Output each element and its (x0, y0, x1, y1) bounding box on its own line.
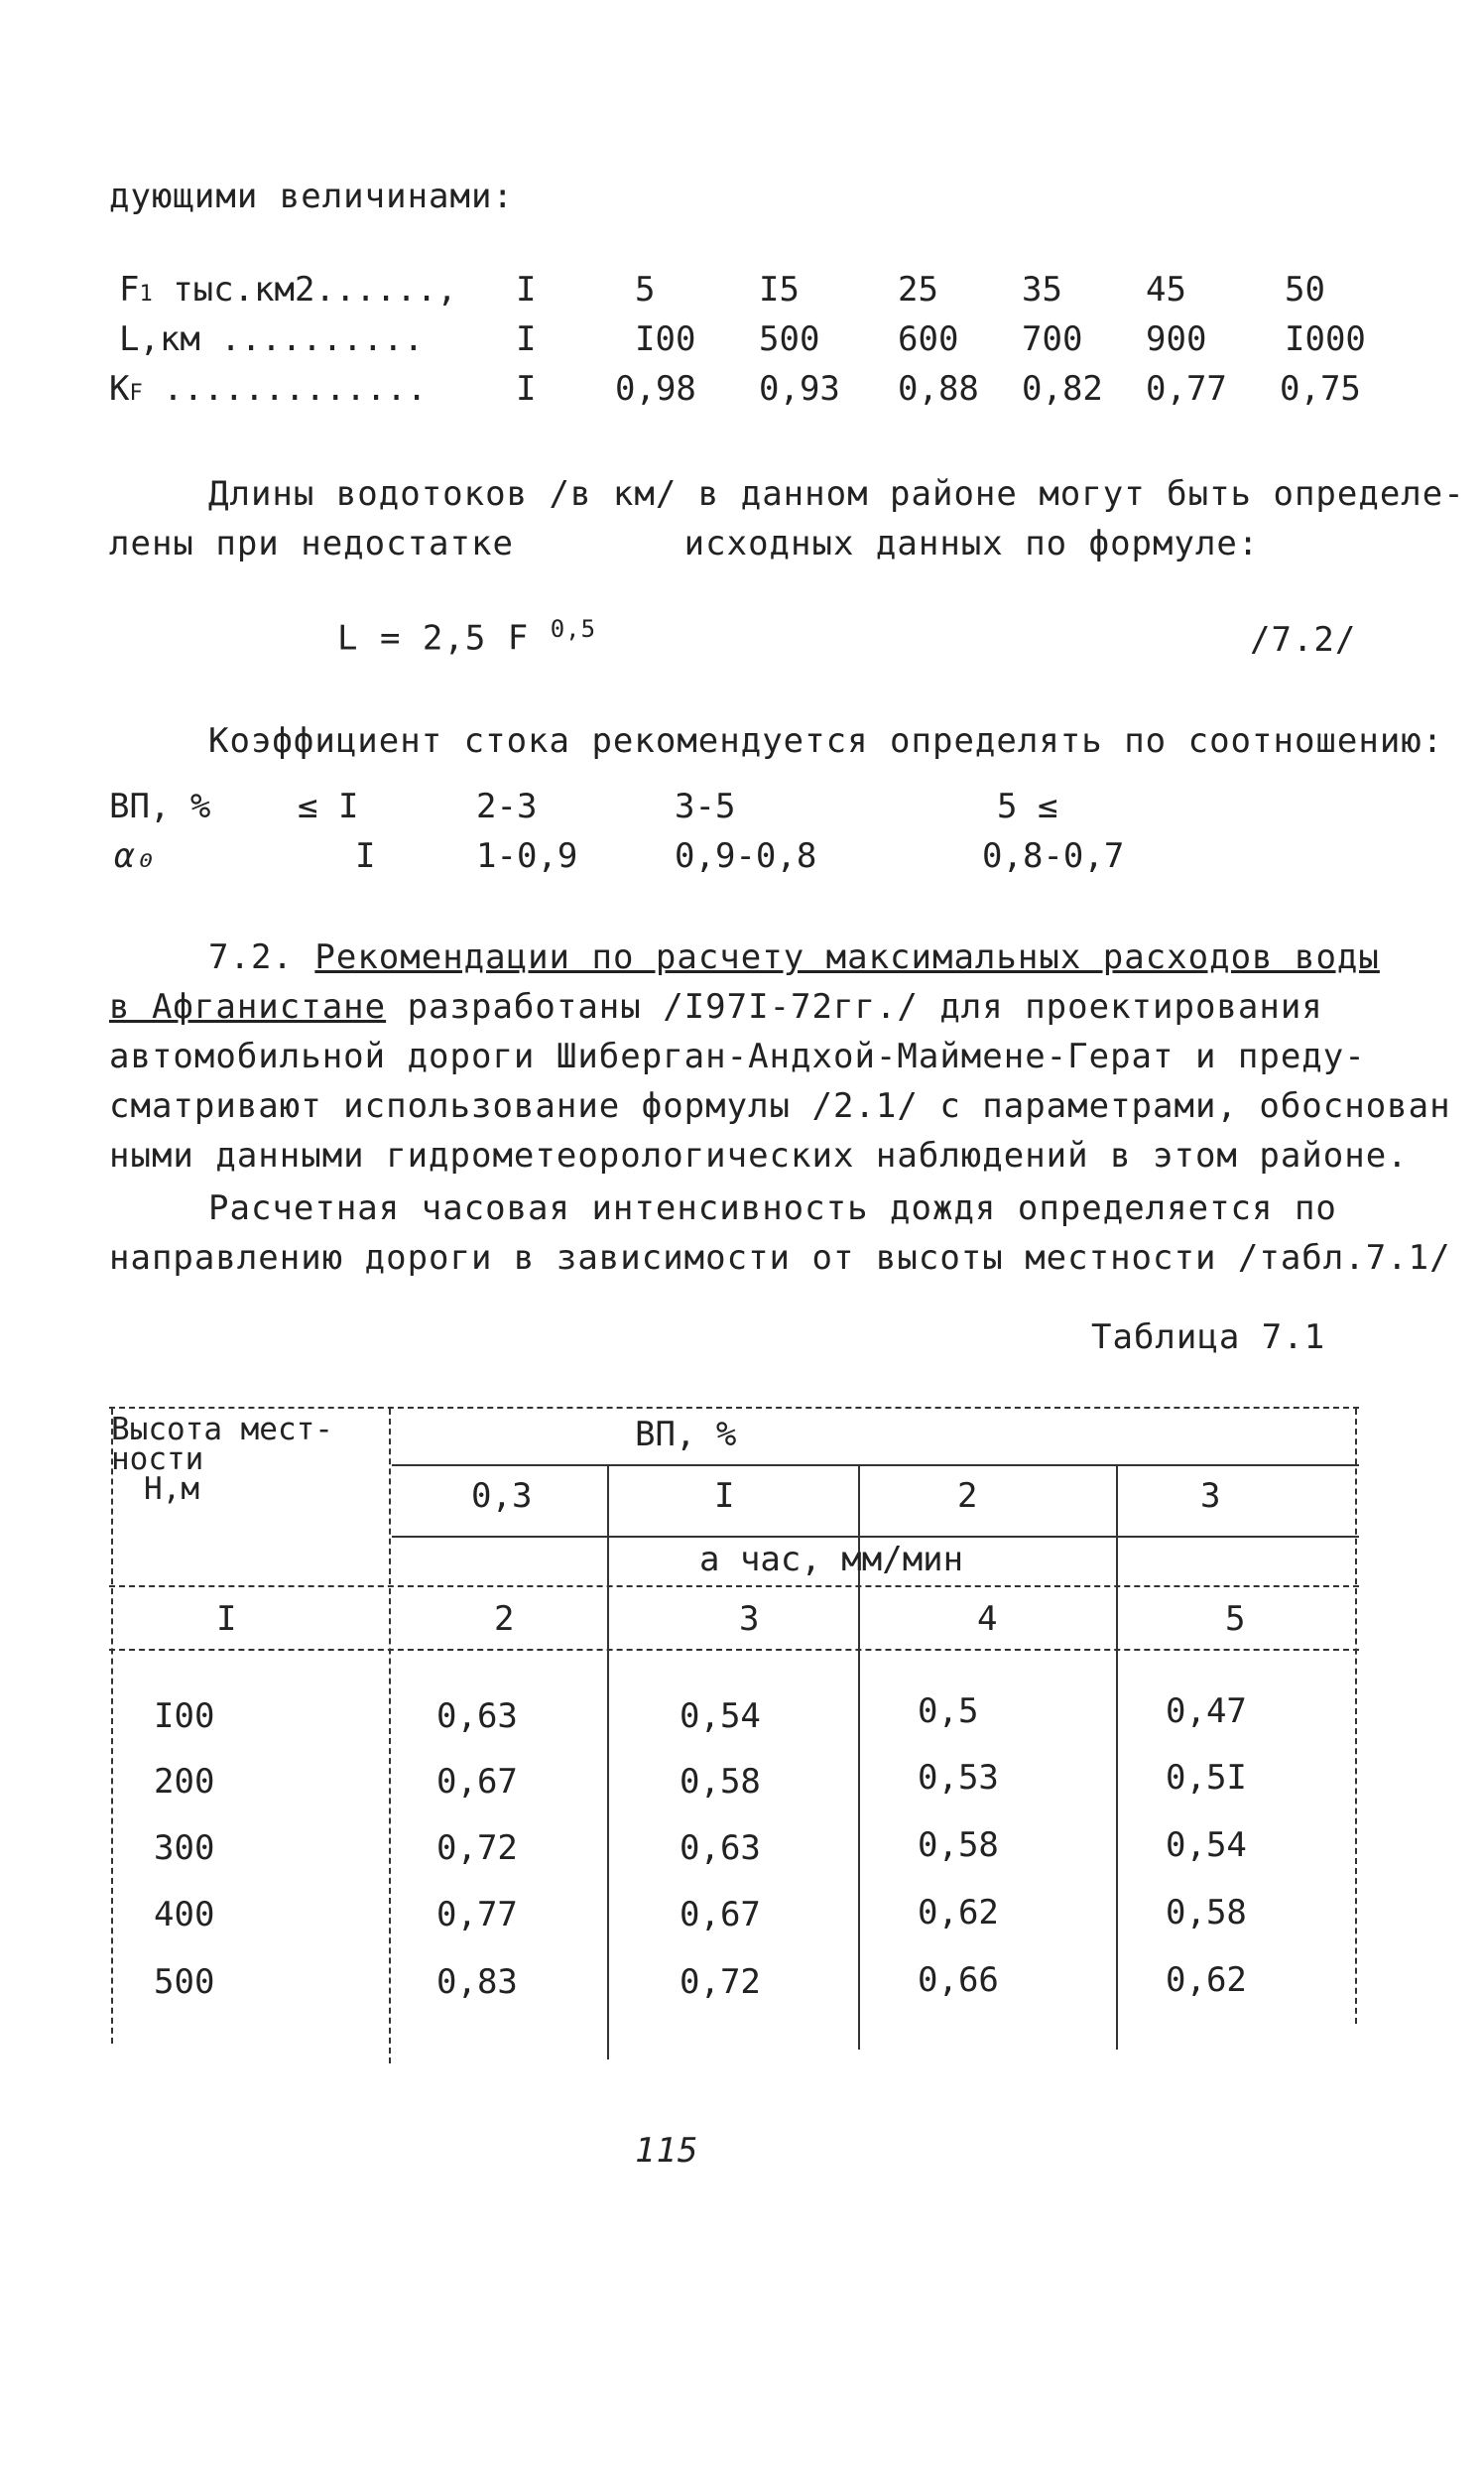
table-cell: 0,54 (1166, 1825, 1247, 1865)
header-vp-group: ВП, % (635, 1415, 737, 1454)
coef-cell: I (355, 836, 376, 876)
page-number: 115 (635, 2131, 699, 2171)
section-line: автомобильной дороги Шиберган-Андхой-Маймене-Герат и преду- (109, 1037, 1366, 1076)
table-border-left (111, 1409, 113, 2044)
table-rule (109, 1585, 1359, 1587)
table-cell: 0,72 (680, 1962, 761, 2002)
param-cell: 5 (635, 270, 656, 310)
param-cell: 0,82 (1022, 369, 1103, 409)
param-cell: I (516, 270, 537, 310)
table-cell: 0,63 (436, 1696, 518, 1736)
table-cell: 0,5I (1166, 1758, 1247, 1798)
table-col-divider (607, 1464, 609, 2059)
col-number: 4 (977, 1599, 998, 1639)
col-number: 3 (739, 1599, 760, 1639)
paragraph-line: Длины водотоков /в км/ в данном районе могут быть определе- (208, 474, 1465, 514)
table-cell: 200 (154, 1762, 215, 1802)
header-vp-col: I (714, 1476, 735, 1516)
coef-cell: 0,9-0,8 (675, 836, 817, 876)
col-number: 2 (494, 1599, 515, 1639)
table-cell: 0,62 (918, 1893, 999, 1932)
table-cell: 0,5 (918, 1691, 979, 1731)
table-cell: 0,63 (680, 1828, 761, 1868)
param-cell: 600 (898, 319, 959, 359)
paragraph-line: направлению дороги в зависимости от высоты местности /табл.7.1/ (109, 1238, 1451, 1278)
section-title: Рекомендации по расчету максимальных расходов воды (314, 937, 1380, 977)
section-line: сматривают использование формулы /2.1/ с параметрами, обоснован (109, 1086, 1451, 1126)
param-cell: I00 (635, 319, 696, 359)
table-caption: Таблица 7.1 (1091, 1317, 1326, 1357)
table-border-right (1355, 1409, 1357, 2024)
table-cell: 0,53 (918, 1758, 999, 1798)
table-cell: 0,58 (680, 1762, 761, 1802)
header-vp-col: 2 (957, 1476, 978, 1516)
param-cell: I (516, 369, 537, 409)
section-line: в Афганистане разработаны /I97I-72гг./ для проектирования (109, 987, 1323, 1027)
col-number: I (216, 1599, 237, 1639)
table-rule (109, 1407, 1359, 1409)
coef-cell: ≤ I (298, 787, 359, 826)
table-cell: 400 (154, 1895, 215, 1934)
table-col-divider (1116, 1464, 1118, 2050)
param-cell: 35 (1022, 270, 1062, 310)
coef-cell: 3-5 (675, 787, 736, 826)
param-cell: 0,77 (1146, 369, 1227, 409)
param-cell: 0,75 (1280, 369, 1361, 409)
formula: L = 2,5 F $^{0,5}$ (337, 615, 597, 659)
table-rule (392, 1464, 1359, 1466)
table-cell: 0,66 (918, 1960, 999, 2000)
table-cell: 0,83 (436, 1962, 518, 2002)
table-cell: I00 (154, 1696, 215, 1736)
coef-cell: 1-0,9 (476, 836, 578, 876)
coef-label-vp: ВП, % (109, 787, 211, 826)
coef-cell: 5 ≤ (997, 787, 1058, 826)
param-cell: I000 (1285, 319, 1366, 359)
param-cell: 25 (898, 270, 938, 310)
param-cell: I5 (759, 270, 800, 310)
param-cell: 900 (1146, 319, 1207, 359)
table-rule (109, 1649, 1359, 1651)
table-rule (392, 1536, 1359, 1538)
header-vp-col: 3 (1200, 1476, 1221, 1516)
table-cell: 0,67 (436, 1762, 518, 1802)
paragraph-line: Расчетная часовая интенсивность дождя определяется по (208, 1188, 1337, 1228)
header-vp-col: 0,3 (471, 1476, 533, 1516)
table-cell: 0,77 (436, 1895, 518, 1934)
param-cell: 45 (1146, 270, 1186, 310)
formula-number: /7.2/ (1250, 620, 1357, 660)
param-cell: 500 (759, 319, 820, 359)
table-cell: 0,47 (1166, 1691, 1247, 1731)
table-cell: 0,67 (680, 1895, 761, 1934)
table-cell: 0,58 (918, 1825, 999, 1865)
coef-intro: Коэффициент стока рекомендуется определять по соотношению: (208, 721, 1444, 761)
section-line: ными данными гидрометеорологических наблюдений в этом районе. (109, 1136, 1409, 1176)
param-cell: 0,88 (898, 369, 979, 409)
intro-line: дующими величинами: (109, 177, 514, 216)
param-row-l-label: L,км .......... (119, 319, 425, 359)
coef-cell: 0,8-0,7 (982, 836, 1125, 876)
table-cell: 300 (154, 1828, 215, 1868)
param-row-k-label: КF ............. (109, 369, 428, 409)
table-cell: 0,58 (1166, 1893, 1247, 1932)
param-cell: 50 (1285, 270, 1325, 310)
table-cell: 0,72 (436, 1828, 518, 1868)
header-height-line: Н,м (144, 1471, 199, 1507)
table-col-divider (389, 1409, 391, 2063)
param-row-f-label: F1 тыс.км2......, (119, 270, 457, 310)
coef-cell: 2-3 (476, 787, 538, 826)
coef-label-alpha: α₀ (114, 836, 155, 876)
header-height-line: ности (111, 1441, 204, 1477)
header-height-line: Высота мест- (111, 1412, 333, 1447)
table-cell: 500 (154, 1962, 215, 2002)
table-cell: 0,54 (680, 1696, 761, 1736)
param-cell: 0,98 (615, 369, 696, 409)
col-number: 5 (1225, 1599, 1246, 1639)
header-unit: a час, мм/мин (699, 1540, 964, 1579)
paragraph-line: лены при недостатке исходных данных по формуле: (109, 524, 1260, 563)
param-cell: 700 (1022, 319, 1083, 359)
section-heading-line: 7.2. Рекомендации по расчету максимальных расходов воды (208, 937, 1380, 977)
param-cell: 0,93 (759, 369, 840, 409)
table-cell: 0,62 (1166, 1960, 1247, 2000)
param-cell: I (516, 319, 537, 359)
